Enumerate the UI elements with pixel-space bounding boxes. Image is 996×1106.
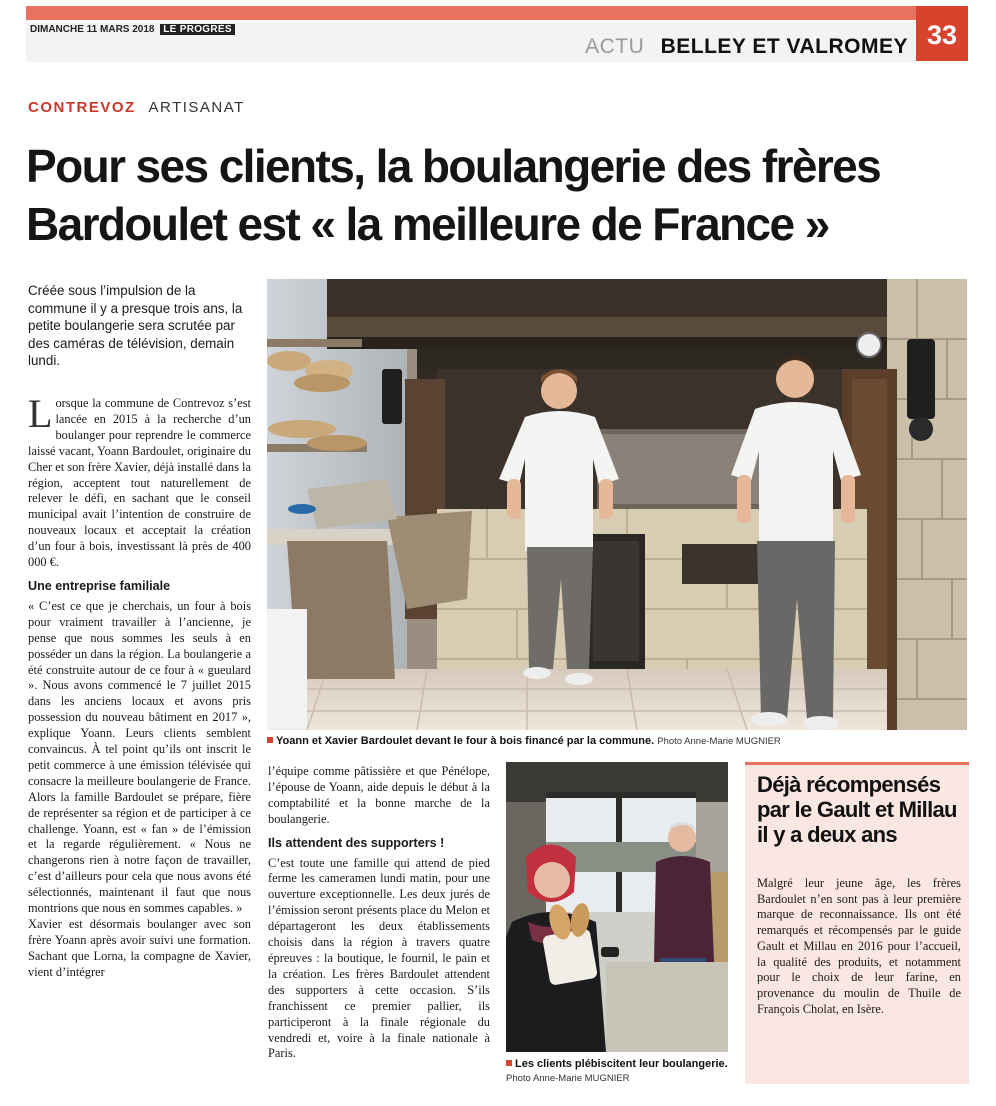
dateline <box>30 24 235 35</box>
rubric-label: BELLEY ET VALROMEY <box>660 35 908 58</box>
subhead-family-business: Une entreprise familiale <box>28 578 171 593</box>
paragraph-2: « C’est ce que je cherchais, un four à bois pour vraiment travailler à l’ancienne, je pense que nous sommes les seuls à en posséder un dans la région. La boulangerie a été construite autour de ce four à « gueulard ». Nous avons commencé le 7 juillet 2015 dans les anciens locaux et avons pris possession du nouveau bâtiment en 2017 », explique Yoann. Leurs clients semblent convaincus. À tel point qu’ils ont inscrit le petit commerce à une émission télévisée qui consacre la meilleure boulangerie de France. Alors la famille Bardoulet se prépare, fière de représenter sa région et de participer à ce challenge. Yoann, est « fan » de l’émission et la regarde régulièrement. « Nous ne changerons rien à notre façon de travailler, c’est d’ailleurs pour cela que nous avons été sélectionnés, maintenant il faut que nous montrions que nous en sommes capables. » <box>28 598 251 916</box>
sidebar-text: Malgré leur jeune âge, les frères Bardoulet n’en sont pas à leur première marque de reconnaissance. Ils ont été remarqués et récompensés par le guide Gault et Millau en 2016 pour l’accueil, la qualité des produits, et notamment pour le choix de leur farine, en provenance du moulin de Thuile de François Cholat, en Isère. <box>757 876 961 1016</box>
photo-bakers-oven <box>267 279 967 730</box>
photo-customers <box>506 762 728 1052</box>
bakers-photo-illustration <box>267 279 967 730</box>
header-rule <box>26 6 916 20</box>
drop-cap: L <box>28 391 53 436</box>
body-column-1 <box>28 391 251 981</box>
main-caption-text: Yoann et Xavier Bardoulet devant le four à bois financé par la commune. <box>276 735 655 747</box>
caption-bullet-icon <box>267 737 273 743</box>
customers-photo-illustration <box>506 762 728 1052</box>
kicker <box>28 99 245 116</box>
body-column-2 <box>268 764 490 1062</box>
section-heading <box>585 35 908 59</box>
page-number: 33 <box>916 6 968 61</box>
caption-bullet-icon <box>506 1060 512 1066</box>
section-label: ACTU <box>585 35 645 58</box>
paragraph-3: Xavier est désormais boulanger avec son frère Yoann après avoir suivi une formation. Sachant que Lorna, la compagne de Xavier, vient d’intégrer <box>28 917 251 979</box>
side-caption-text: Les clients plébiscitent leur boulangerie. <box>515 1058 728 1070</box>
paragraph-5: C’est toute une famille qui attend de pied ferme les cameramen lundi matin, pour une ouverture exceptionnelle. Les deux jurés de l’émission seront présents place du Melon et départageront les deux établissements choisis dans la région à travers quatre épreuves : la boutique, le fournil, le pain et la création. Les frères Bardoulet attendent des supporters à cette occasion. S’ils franchissent ce premier pallier, ils participeront à la finale régionale du vendredi et, voire à la finale nationale à Paris. <box>268 855 490 1061</box>
headline: Pour ses clients, la boulangerie des frères Bardoulet est « la meilleure de France » <box>26 140 881 250</box>
sidebar-title: Déjà récompensés par le Gault et Millau il y a deux ans <box>757 772 957 847</box>
side-photo-credit: Photo Anne-Marie MUGNIER <box>506 1073 630 1084</box>
article-lead: Créée sous l’impulsion de la commune il y a presque trois ans, la petite boulangerie sera scrutée par des caméras de télévision, demain lundi. <box>28 283 243 369</box>
subhead-supporters: Ils attendent des supporters ! <box>268 835 445 850</box>
paragraph-4: l’équipe comme pâtissière et que Pénélope, l’épouse de Yoann, aide depuis le début à la comptabilité et la bonne marche de la boulangerie. <box>268 764 490 826</box>
side-photo-caption <box>506 1057 732 1086</box>
sidebar-rule <box>745 762 969 765</box>
paragraph-1: orsque la commune de Contrevoz s’est lancée en 2015 à la recherche d’un boulanger pour reprendre le commerce laissé vacant, Yoann Bardoulet, originaire du Cher et son frère Xavier, déjà installé dans la région, acceptent tout naturellement de relever le défi, en sachant que le conseil municipal avait l’intention de construire de nouveaux locaux et acceptait la création d’un four à bois, investissant là près de 400 000 €. <box>28 396 251 570</box>
kicker-location: CONTREVOZ <box>28 99 136 116</box>
kicker-category: ARTISANAT <box>148 99 245 116</box>
main-photo-credit: Photo Anne-Marie MUGNIER <box>657 736 781 747</box>
issue-date: DIMANCHE 11 MARS 2018 <box>30 24 155 35</box>
newspaper-logo: LE PROGRÈS <box>160 24 235 35</box>
main-photo-caption <box>267 735 781 747</box>
